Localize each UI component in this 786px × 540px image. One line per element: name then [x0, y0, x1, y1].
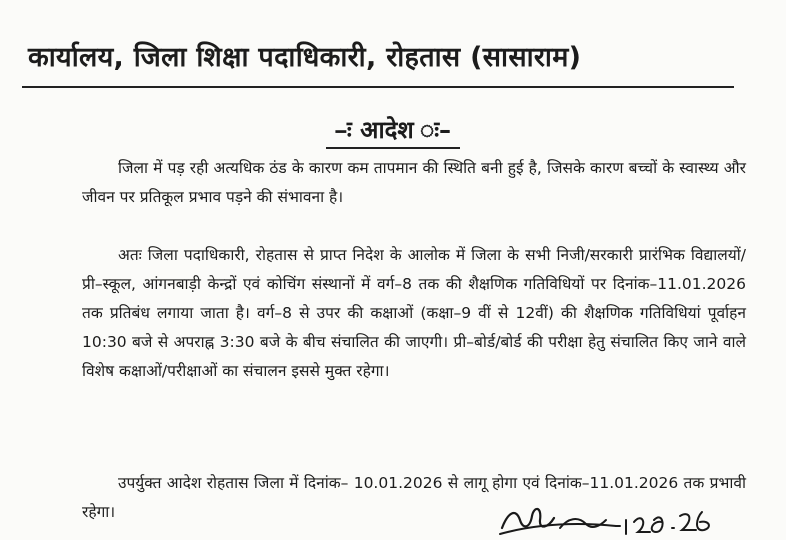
order-title-underline — [326, 147, 460, 149]
paragraph-1 — [82, 154, 746, 212]
paragraph-2 — [82, 241, 746, 386]
paragraph-3-text: उपर्युक्त आदेश रोहतास जिला में दिनांक– 10.01.2026 से लागू होगा एवं दिनांक–11.01.2026 तक प्रभावी रहेगा। — [82, 474, 746, 521]
office-title: कार्यालय, जिला शिक्षा पदाधिकारी, रोहतास (सासाराम) — [28, 42, 582, 73]
header-underline — [22, 86, 734, 88]
handwritten-signature — [496, 498, 726, 540]
order-title: –ः आदेश ः– — [334, 116, 452, 144]
paragraph-2-text: अतः जिला पदाधिकारी, रोहतास से प्राप्त निदेश के आलोक में जिला के सभी निजी/सरकारी प्रारंभिक विद्यालयों/ प्री–स्कूल, आंगनबाड़ी केन्द्रों एवं कोचिंग संस्थानों में वर्ग–8 तक की शैक्षणिक गतिविधियों पर दिनांक–11.01.2026 तक प्रतिबंध लगाया जाता है। वर्ग–8 से उपर की कक्षाओं (कक्षा–9 वीं से 12वीं) की शैक्षणिक गतिविधियां पूर्वाहन 10:30 बजे से अपराह्न 3:30 बजे के बीच संचालित की जाएगी। प्री–बोर्ड/बोर्ड की परीक्षा हेतु संचालित किए जाने वाले विशेष कक्षाओं/परीक्षाओं का संचालन इससे मुक्त रहेगा। — [82, 246, 746, 380]
paragraph-1-text: जिला में पड़ रही अत्यधिक ठंड के कारण कम तापमान की स्थिति बनी हुई है, जिसके कारण बच्चों के स्वास्थ्य और जीवन पर प्रतिकूल प्रभाव पड़ने की संभावना है। — [82, 159, 746, 206]
